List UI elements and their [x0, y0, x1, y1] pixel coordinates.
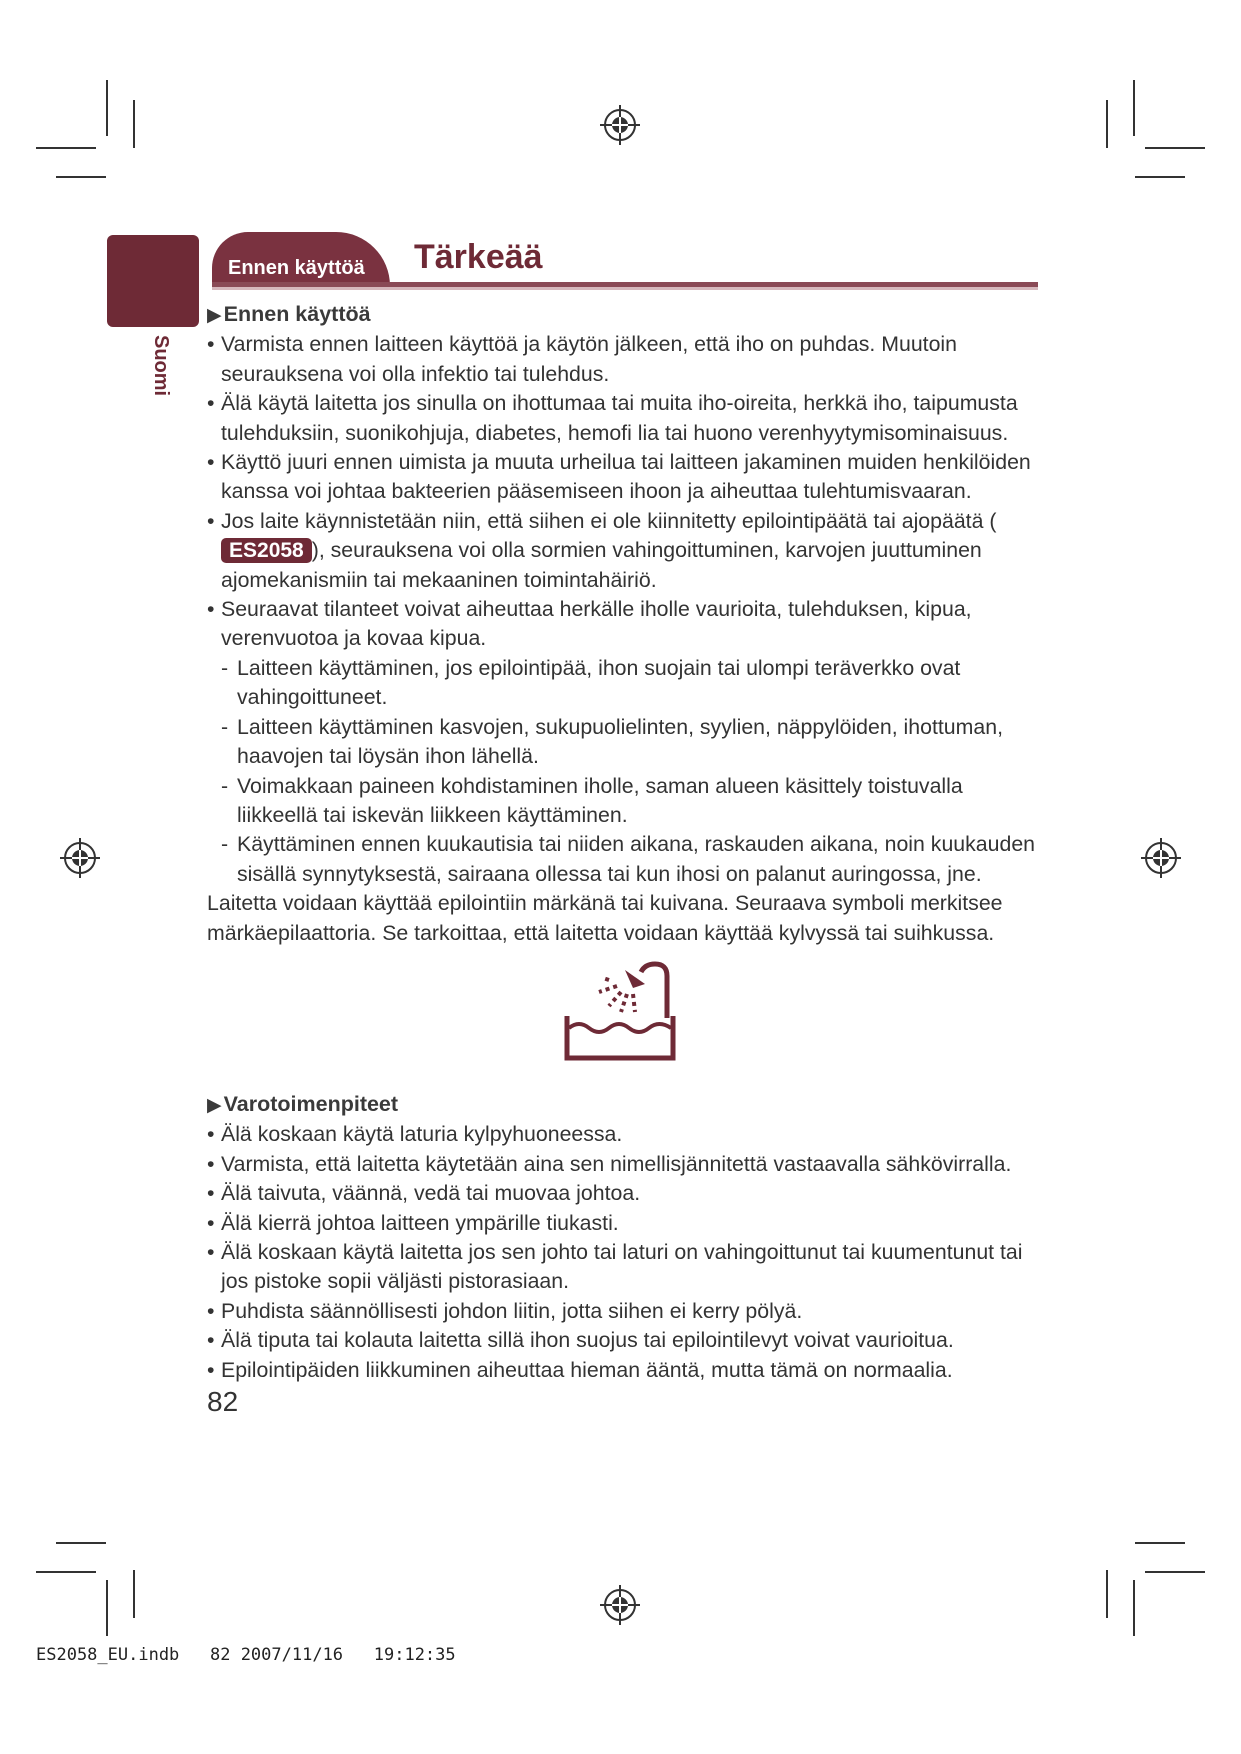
crop-mark	[36, 1571, 96, 1573]
crop-mark	[56, 1542, 106, 1544]
crop-mark	[1135, 176, 1185, 178]
list-item: • Jos laite käynnistetään niin, että siihen ei ole kiinnitetty epilointipäätä tai ajopäätä (ES2058 ), seurauksena voi olla sormien vahingoittuminen, karvojen juuttuminen ajomekanismiin tai mekaaninen toimintahäiriö.	[207, 507, 1047, 595]
list-item: • Älä käytä laitetta jos sinulla on ihottumaa tai muita iho-oireita, herkkä iho, taipumusta tulehduksiin, suonikohjuja, diabetes, hemofi lia tai huono verenhyytymisominaisuus.	[207, 389, 1047, 448]
list-item: • Älä koskaan käytä laturia kylpyhuoneessa.	[207, 1120, 1047, 1149]
list-item: • Älä koskaan käytä laitetta jos sen johto tai laturi on vahingoittunut tai kuumentunut tai jos pistoke sopii väljästi pistorasiaan.	[207, 1238, 1047, 1297]
crop-mark	[1106, 1570, 1108, 1618]
model-badge: ES2058	[221, 538, 312, 563]
list-item: • Älä kierrä johtoa laitteen ympärille tiukasti.	[207, 1209, 1047, 1238]
sub-list-item: - Laitteen käyttäminen, jos epilointipää, ihon suojain tai ulompi teräverkko ovat vahingoittuneet.	[207, 654, 1047, 713]
list-item: • Käyttö juuri ennen uimista ja muuta urheilua tai laitteen jakaminen muiden henkilöiden kanssa voi johtaa bakteerien pääsemiseen ihoon ja aiheuttaa tulehtumisvaaran.	[207, 448, 1047, 507]
print-footer: ES2058_EU.indb 82 2007/11/16 19:12:35	[36, 1645, 456, 1665]
language-label: Suomi	[150, 335, 172, 397]
registration-target-icon	[598, 103, 642, 147]
crop-mark	[1106, 100, 1108, 148]
title-underline-shadow	[212, 287, 1038, 290]
list-item: • Epilointipäiden liikkuminen aiheuttaa hieman ääntä, mutta tämä on normaalia.	[207, 1356, 1047, 1385]
list-item: • Älä tiputa tai kolauta laitetta sillä ihon suojus tai epilointilevyt voivat vaurioitua.	[207, 1326, 1047, 1355]
page-number: 82	[207, 1386, 239, 1417]
sub-list-item: - Laitteen käyttäminen kasvojen, sukupuolielinten, syylien, näppylöiden, ihottuman, haavojen tai löysän ihon lähellä.	[207, 713, 1047, 772]
wet-dry-note: Laitetta voidaan käyttää epilointiin märkänä tai kuivana. Seuraava symboli merkitsee märkäepilaattoria. Se tarkoittaa, että laitetta voidaan käyttää kylvyssä tai suihkussa.	[207, 891, 1003, 945]
sub-list-item: - Käyttäminen ennen kuukautisia tai niiden aikana, raskauden aikana, noin kuukauden sisällä synnytyksestä, sairaana ollessa tai kun ihosi on palanut auringossa, jne.	[207, 830, 1047, 889]
list-item: • Älä taivuta, väännä, vedä tai muovaa johtoa.	[207, 1179, 1047, 1208]
registration-target-icon	[1139, 836, 1183, 880]
list-item: • Varmista ennen laitteen käyttöä ja käytön jälkeen, että iho on puhdas. Muutoin seurauksena voi olla infektio tai tulehdus.	[207, 330, 1047, 389]
language-color-block	[107, 235, 199, 327]
registration-target-icon	[598, 1583, 642, 1627]
crop-mark	[1133, 80, 1135, 136]
triangle-arrow-icon: ▶	[207, 305, 222, 326]
list-item: • Puhdista säännöllisesti johdon liitin, jotta siihen ei kerry pölyä.	[207, 1297, 1047, 1326]
section-heading-precautions: ▶Varotoimenpiteet	[207, 1091, 399, 1116]
sub-list-item: - Voimakkaan paineen kohdistaminen iholle, saman alueen käsittely toistuvalla liikkeellä tai iskevän liikkeen käyttäminen.	[207, 772, 1047, 831]
crop-mark	[1135, 1542, 1185, 1544]
page-title: Tärkeää	[414, 238, 543, 276]
bath-shower-icon	[559, 958, 681, 1066]
section-tab	[212, 232, 390, 286]
triangle-arrow-icon: ▶	[207, 1094, 222, 1116]
crop-mark	[36, 147, 96, 149]
main-content	[207, 300, 1047, 1419]
crop-mark	[1145, 1571, 1205, 1573]
crop-mark	[133, 100, 135, 148]
crop-mark	[1133, 1580, 1135, 1636]
wet-use-symbol	[207, 948, 1047, 1090]
section-tab-label: Ennen käyttöä	[228, 257, 365, 279]
crop-mark	[56, 176, 106, 178]
list-item: • Seuraavat tilanteet voivat aiheuttaa herkälle iholle vaurioita, tulehduksen, kipua, verenvuotoa ja kovaa kipua.	[207, 595, 1047, 654]
registration-target-icon	[58, 836, 102, 880]
crop-mark	[1145, 147, 1205, 149]
list-item: • Varmista, että laitetta käytetään aina sen nimellisjännitettä vastaavalla sähkövirralla.	[207, 1150, 1047, 1179]
crop-mark	[106, 1580, 108, 1636]
crop-mark	[133, 1570, 135, 1618]
section-heading-before-use: ▶Ennen käyttöä	[207, 302, 371, 326]
crop-mark	[106, 80, 108, 136]
